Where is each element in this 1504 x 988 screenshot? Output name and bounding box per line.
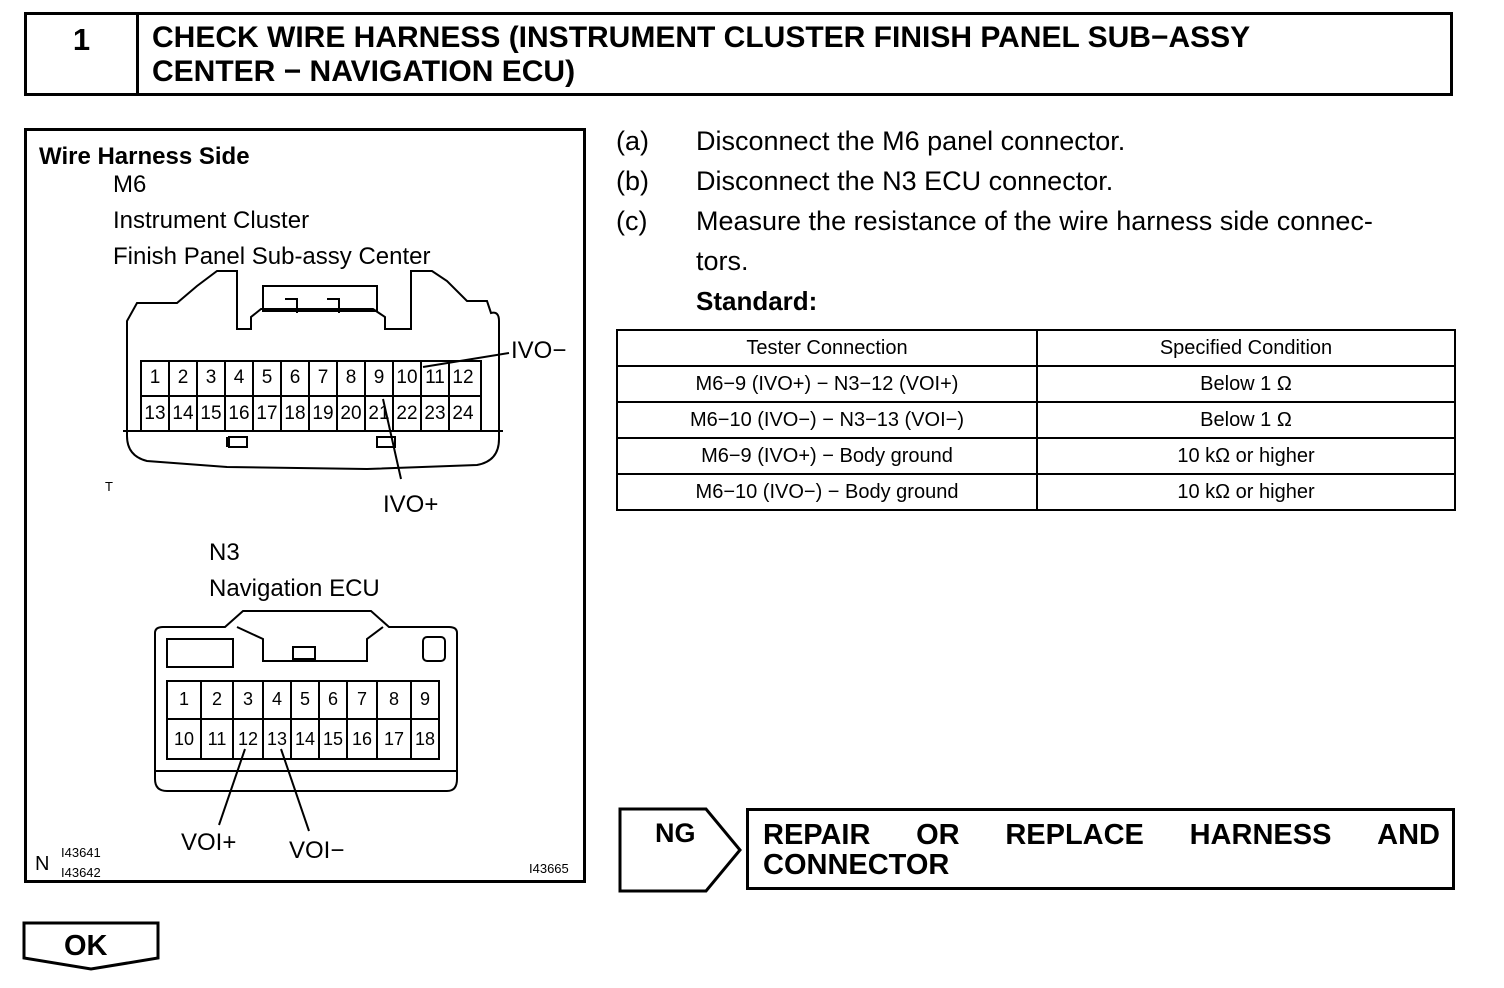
ng-action-box <box>746 808 1455 890</box>
pin-number: 12 <box>452 367 474 388</box>
step-c-text-cont: tors. <box>696 246 749 276</box>
ng-action-line1 <box>763 819 1440 852</box>
pin-number: 20 <box>340 403 362 424</box>
ng-label: NG <box>655 818 696 848</box>
step-c-label: (c) <box>616 206 648 236</box>
ng-word: OR <box>916 819 960 851</box>
pin-number: 13 <box>266 729 288 749</box>
pin-number: 3 <box>242 689 253 709</box>
tester-connection-cell: M6−10 (IVO−) − N3−13 (VOI−) <box>617 402 1037 438</box>
pin-number: 24 <box>452 403 474 424</box>
m6-name-line2: Finish Panel Sub-assy Center <box>113 243 431 270</box>
table-header-row <box>617 330 1455 366</box>
pin-number: 15 <box>200 403 222 424</box>
pin-number: 16 <box>351 729 373 749</box>
mark-n: N <box>35 853 50 875</box>
pin-number: 10 <box>396 367 418 388</box>
pin-number: 21 <box>368 403 390 424</box>
pin-number: 17 <box>256 403 278 424</box>
pin-number: 1 <box>178 689 189 709</box>
pin-number: 18 <box>414 729 436 749</box>
pin-number: 16 <box>228 403 250 424</box>
col-header-tester: Tester Connection <box>617 330 1037 366</box>
pin-number: 15 <box>322 729 344 749</box>
col-header-condition: Specified Condition <box>1037 330 1455 366</box>
pin-number: 23 <box>424 403 446 424</box>
ng-word: REPLACE <box>1005 819 1144 851</box>
pin-number: 2 <box>177 367 189 388</box>
tester-connection-cell: M6−9 (IVO+) − Body ground <box>617 438 1037 474</box>
pin-number: 8 <box>345 367 357 388</box>
ng-word: HARNESS <box>1189 819 1332 851</box>
pin-number: 9 <box>419 689 430 709</box>
m6-name-line1: Instrument Cluster <box>113 207 310 234</box>
ivo-minus-label: IVO− <box>511 337 567 364</box>
ok-label: OK <box>64 930 108 962</box>
pin-number: 9 <box>373 367 385 388</box>
tester-connection-cell: M6−9 (IVO+) − N3−12 (VOI+) <box>617 366 1037 402</box>
pin-number: 1 <box>149 367 161 388</box>
standard-label: Standard: <box>696 286 818 316</box>
n3-name: Navigation ECU <box>209 575 380 602</box>
pin-number: 22 <box>396 403 418 424</box>
mark-t: T <box>105 479 113 494</box>
table-row <box>617 366 1455 402</box>
connector-figure <box>24 128 586 883</box>
pin-number: 14 <box>172 403 194 424</box>
pin-number: 6 <box>289 367 301 388</box>
pin-number: 14 <box>294 729 316 749</box>
specified-condition-cell: Below 1 Ω <box>1037 366 1455 402</box>
pin-number: 10 <box>173 729 195 749</box>
table-row <box>617 402 1455 438</box>
voi-minus-label: VOI− <box>289 837 345 864</box>
pin-number: 5 <box>261 367 273 388</box>
pin-number: 7 <box>317 367 329 388</box>
pin-number: 17 <box>383 729 405 749</box>
voi-plus-leader <box>219 749 245 825</box>
pin-number: 7 <box>356 689 367 709</box>
tester-connection-cell: M6−10 (IVO−) − Body ground <box>617 474 1037 510</box>
table-row <box>617 438 1455 474</box>
pin-number: 18 <box>284 403 306 424</box>
pin-number: 19 <box>312 403 334 424</box>
pin-number: 4 <box>233 367 245 388</box>
m6-code: M6 <box>113 171 147 198</box>
step-number: 1 <box>27 15 139 93</box>
specified-condition-cell: 10 kΩ or higher <box>1037 474 1455 510</box>
resistance-table <box>616 329 1456 511</box>
pin-number: 8 <box>388 689 399 709</box>
step-b-label: (b) <box>616 166 649 196</box>
ng-action-line2: CONNECTOR <box>763 849 950 881</box>
ng-word: AND <box>1377 819 1440 851</box>
n3-code: N3 <box>209 539 240 566</box>
step-b-text: Disconnect the N3 ECU connector. <box>696 166 1114 196</box>
step-a-text: Disconnect the M6 panel connector. <box>696 126 1126 156</box>
pin-number: 2 <box>211 689 222 709</box>
pin-number: 3 <box>205 367 217 388</box>
step-a-label: (a) <box>616 126 649 156</box>
pin-number: 4 <box>271 689 282 709</box>
step-title: CHECK WIRE HARNESS (INSTRUMENT CLUSTER FINISH PANEL SUB−ASSY CENTER − NAVIGATION ECU) <box>152 21 1251 88</box>
pin-number: 13 <box>144 403 166 424</box>
figure-ref-2: I43642 <box>61 865 101 880</box>
ng-word: REPAIR <box>763 819 871 851</box>
voi-plus-label: VOI+ <box>181 829 237 856</box>
figure-ref-1: I43641 <box>61 845 101 860</box>
pin-number: 6 <box>327 689 338 709</box>
specified-condition-cell: 10 kΩ or higher <box>1037 438 1455 474</box>
pin-number: 12 <box>237 729 259 749</box>
figure-ref-3: I43665 <box>529 861 569 876</box>
pin-number: 5 <box>299 689 310 709</box>
step-header <box>24 12 1453 96</box>
pin-number: 11 <box>207 729 227 749</box>
table-row <box>617 474 1455 510</box>
pin-number: 11 <box>425 367 445 388</box>
figure-heading: Wire Harness Side <box>39 143 250 170</box>
step-c-text: Measure the resistance of the wire harness side connec- <box>696 206 1373 236</box>
specified-condition-cell: Below 1 Ω <box>1037 402 1455 438</box>
ivo-plus-label: IVO+ <box>383 491 439 518</box>
